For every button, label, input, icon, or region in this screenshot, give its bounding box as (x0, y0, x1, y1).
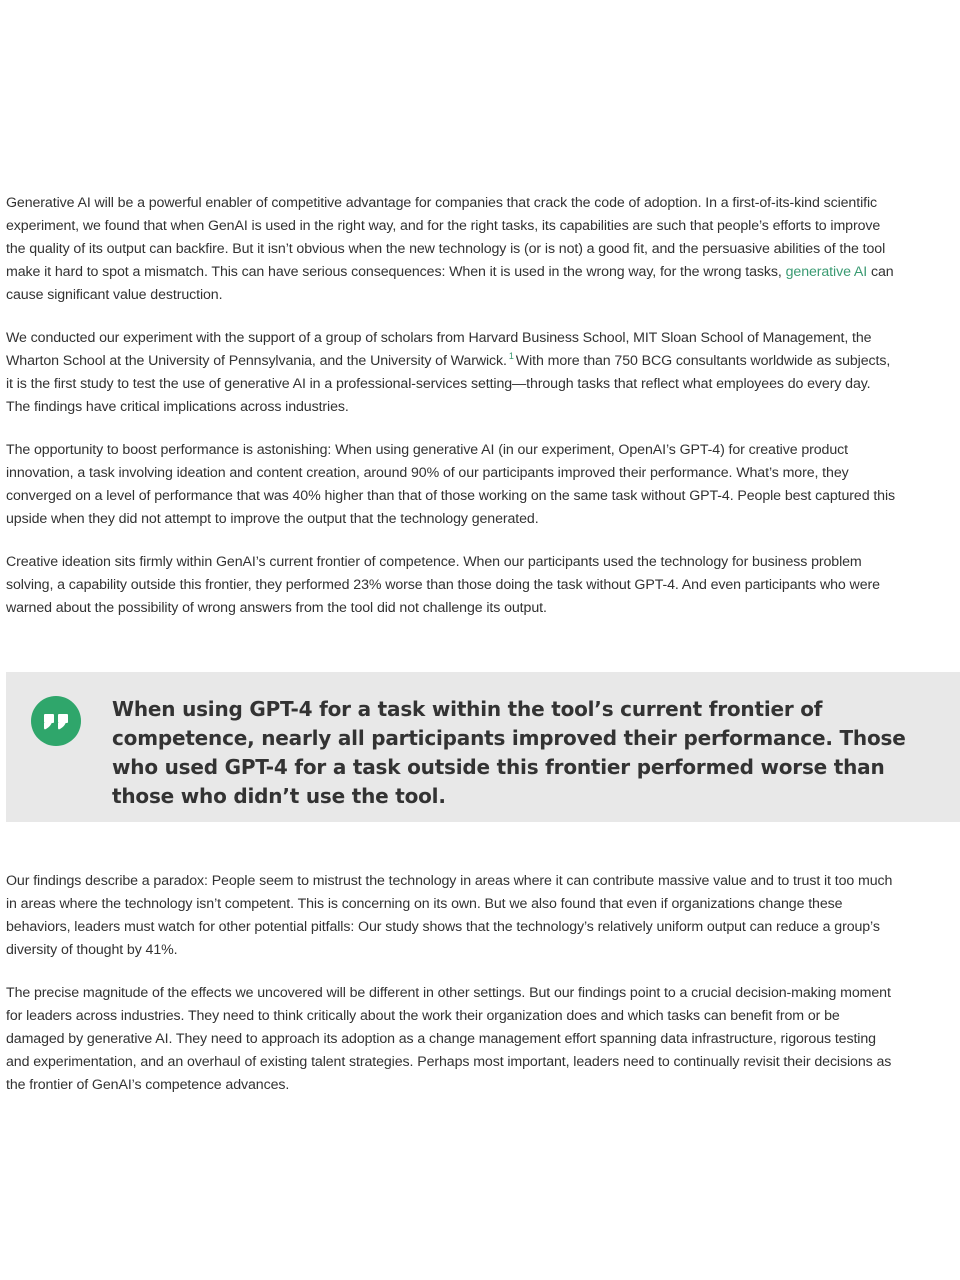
paragraph-text: With more than 750 BCG consultants worldwide as subjects, it is the first study to test the use of generative AI in a professional-services setting—through tasks that reflect what employees do every day. The findings have critical implications across industries. (6, 353, 891, 415)
paragraph-text: We conducted our experiment with the support of a group of scholars from Harvard Business School, MIT Sloan School of Management, the Wharton School at the University of Pennsylvania, and the University of Warwick. (6, 330, 872, 369)
quote-icon (31, 696, 81, 746)
footnote-link[interactable]: 1 (508, 351, 514, 362)
article-body-continued (6, 870, 896, 1097)
paragraph-text: can cause significant value destruction. (6, 264, 894, 303)
paragraph-magnitude: The precise magnitude of the effects we uncovered will be different in other settings. But our findings point to a crucial decision-making moment for leaders across industries. They need to think critically about the work their organization does and which tasks can benefit from or be damaged by generative AI. They need to approach its adoption as a change management effort spanning data infrastructure, rigorous testing and experimentation, and an overhaul of existing talent strategies. Perhaps most important, leaders need to continually revisit their decisions as the frontier of GenAI’s competence advances. (6, 985, 892, 1093)
paragraph-experiment (6, 327, 896, 419)
generative-ai-link[interactable]: generative AI (785, 264, 868, 280)
paragraph-frontier: Creative ideation sits firmly within GenAI’s current frontier of competence. When our participants used the technology for business problem solving, a capability outside this frontier, they performed 23% worse than those doing the task without GPT-4. And even participants who were warned about the possibility of wrong answers from the tool did not challenge its output. (6, 554, 880, 616)
pull-quote (6, 672, 960, 822)
article-body (6, 192, 896, 620)
paragraph-paradox: Our findings describe a paradox: People seem to mistrust the technology in areas where it can contribute massive value and to trust it too much in areas where the technology isn’t competent. This is concerning on its own. But we also found that even if organizations change these behaviors, leaders must watch for other potential pitfalls: Our study shows that the technology’s relatively uniform output can reduce a group’s diversity of thought by 41%. (6, 873, 893, 958)
paragraph-opportunity: The opportunity to boost performance is astonishing: When using generative AI (in our experiment, OpenAI’s GPT-4) for creative product innovation, a task involving ideation and content creation, around 90% of our participants improved their performance. What’s more, they converged on a level of performance that was 40% higher than that of those working on the same task without GPT-4. People best captured this upside when they did not attempt to improve the output that the technology generated. (6, 442, 896, 527)
paragraph-intro (6, 192, 896, 307)
paragraph-text: Generative AI will be a powerful enabler of competitive advantage for companies that crack the code of adoption. In a first-of-its-kind scientific experiment, we found that when GenAI is used in the right way, and for the right tasks, its capabilities are such that people’s efforts to improve the quality of its output can backfire. But it isn’t obvious when the new technology is (or is not) a good fit, and the persuasive abilities of the tool make it hard to spot a mismatch. This can have serious consequences: When it is used in the wrong way, for the wrong tasks, (6, 195, 886, 280)
pull-quote-text: When using GPT-4 for a task within the tool’s current frontier of competence, nearly all participants improved their performance. Those who used GPT-4 for a task outside this frontier performed worse than those who didn’t use the tool. (112, 697, 906, 808)
